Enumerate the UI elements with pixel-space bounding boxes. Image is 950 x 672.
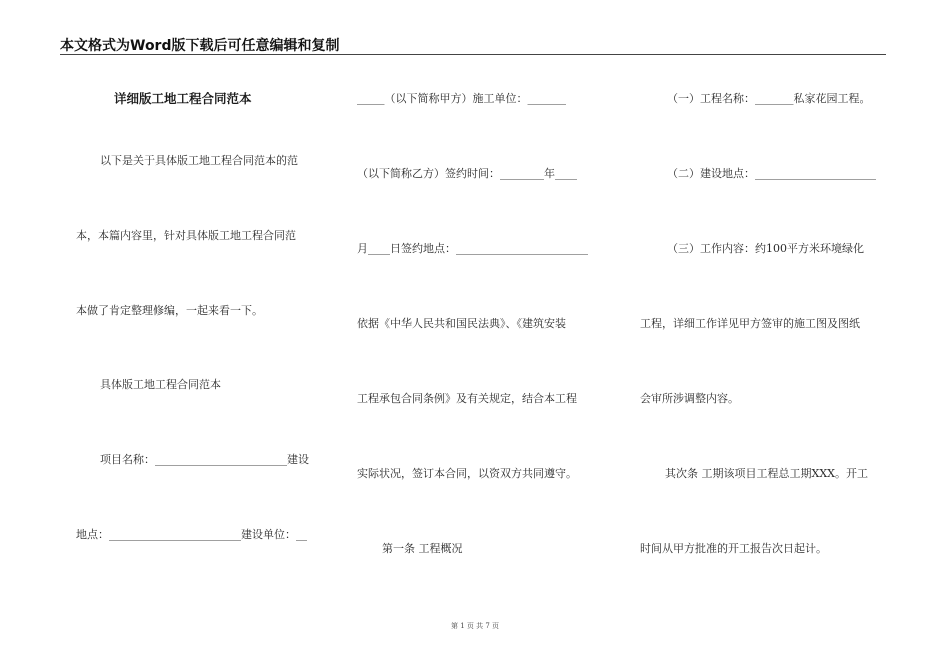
paragraph-line: 会审所涉调整内容。 xyxy=(640,392,739,405)
article-heading-line: 其次条 工期该项目工程总工期XXX。开工 xyxy=(665,467,868,480)
paragraph-line: 本，本篇内容里，针对具体版工地工程合同范 xyxy=(76,229,296,242)
paragraph-line: 本做了肯定整理修编，一起来看一下。 xyxy=(76,304,263,317)
paragraph-line: 实际状况，签订本合同，以资双方共同遵守。 xyxy=(357,467,577,480)
paragraph-line: 工程，详细工作详见甲方签审的施工图及图纸 xyxy=(640,317,860,330)
form-field-party-a: _____（以下简称甲方）施工单位：_______ xyxy=(357,92,566,105)
left-column xyxy=(76,0,326,672)
section-heading: 具体版工地工程合同范本 xyxy=(100,378,221,391)
right-column xyxy=(640,0,890,672)
paragraph-line: 时间从甲方批准的开工报告次日起计。 xyxy=(640,542,827,555)
article-heading: 第一条 工程概况 xyxy=(382,542,463,555)
paragraph-line: 工程承包合同条例》及有关规定，结合本工程 xyxy=(357,392,577,405)
form-field-sign-place: 月____日签约地点：________________________ xyxy=(357,242,588,255)
paragraph-line: 依据《中华人民共和国民法典》、《建筑安装 xyxy=(357,317,566,330)
document-title: 详细版工地工程合同范本 xyxy=(114,91,252,106)
form-field-work-content: （三）工作内容：约100平方米环境绿化 xyxy=(667,242,864,255)
header-text: 本文格式为Word版下载后可任意编辑和复制 xyxy=(60,38,340,54)
form-field-location: 地点：________________________建设单位：__ xyxy=(76,528,307,541)
middle-column xyxy=(357,0,612,672)
form-field-sign-date: （以下简称乙方）签约时间：________年____ xyxy=(357,167,577,180)
page-number: 第 1 页 共 7 页 xyxy=(450,622,500,630)
form-field-site-address: （二）建设地点：______________________ xyxy=(667,167,876,180)
form-field-project-name: 项目名称：________________________建设 xyxy=(100,453,309,466)
paragraph-line: 以下是关于具体版工地工程合同范本的范 xyxy=(100,154,298,167)
form-field-project-title: （一）工程名称：_______私家花园工程。 xyxy=(667,92,871,105)
